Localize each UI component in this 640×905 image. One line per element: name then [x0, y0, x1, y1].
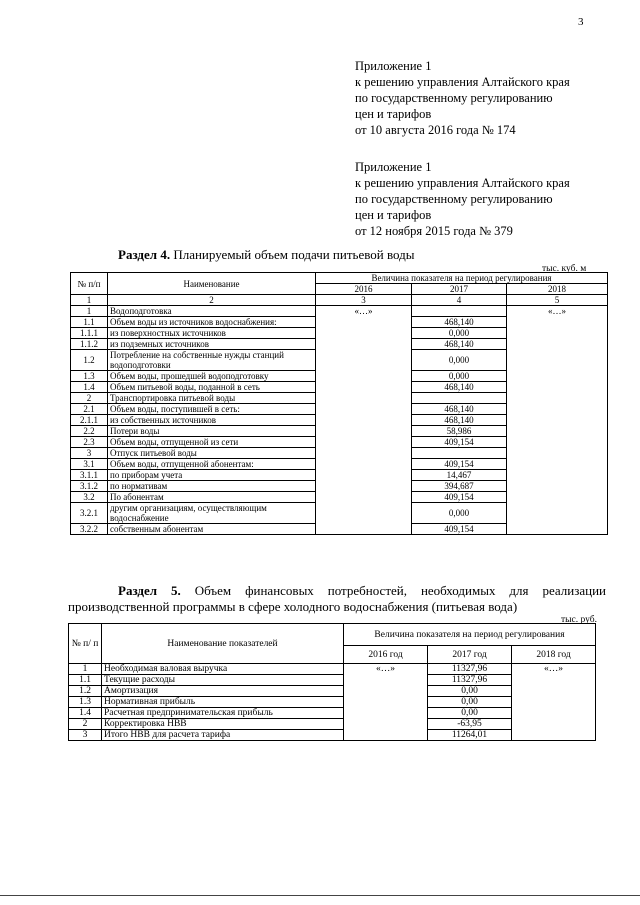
header-year-2016: 2016 год — [344, 646, 428, 664]
row-num-cell: 3.1 — [71, 459, 108, 470]
row-name-cell: Объем воды из источников водоснабжения: — [108, 317, 316, 328]
row-name-cell: Отпуск питьевой воды — [108, 448, 316, 459]
page-number: 3 — [578, 16, 584, 28]
section4-unit: тыс. куб. м — [542, 264, 587, 274]
value-2017-cell: 0,00 — [428, 686, 512, 697]
section4-table — [70, 272, 608, 535]
value-2017-cell: 468,140 — [412, 339, 507, 350]
value-2018-cell: «…» — [507, 306, 608, 535]
row-name-cell: из подземных источников — [108, 339, 316, 350]
value-2017-cell: 468,140 — [412, 415, 507, 426]
header-num: № п/п — [71, 273, 108, 295]
row-num-cell: 3.1.2 — [71, 481, 108, 492]
row-name-cell: Текущие расходы — [102, 675, 344, 686]
row-num-cell: 1.4 — [71, 382, 108, 393]
col-number: 2 — [108, 295, 316, 306]
row-name-cell: Потери воды — [108, 426, 316, 437]
value-2017-cell: 394,687 — [412, 481, 507, 492]
section4-title — [118, 247, 415, 263]
value-2017-cell: 0,00 — [428, 697, 512, 708]
row-name-cell: Объем воды, поступившей в сеть: — [108, 404, 316, 415]
value-2017-cell: 0,00 — [428, 708, 512, 719]
value-2017-cell: 409,154 — [412, 437, 507, 448]
row-num-cell: 3.1.1 — [71, 470, 108, 481]
value-2017-cell — [412, 306, 507, 317]
row-name-cell: другим организациям, осуществляющим водоснабжение — [108, 503, 316, 524]
value-2016-cell: «…» — [344, 664, 428, 741]
row-name-cell: Объем питьевой воды, поданной в сеть — [108, 382, 316, 393]
row-name-cell: Амортизация — [102, 686, 344, 697]
row-num-cell: 3.2 — [71, 492, 108, 503]
row-num-cell: 1.1.2 — [71, 339, 108, 350]
appendix-line: от 12 ноября 2015 года № 379 — [355, 224, 513, 238]
col-number: 4 — [412, 295, 507, 306]
value-2017-cell: 11264,01 — [428, 730, 512, 741]
header-name: Наименование — [108, 273, 316, 295]
row-name-cell: Водоподготовка — [108, 306, 316, 317]
appendix-line: Приложение 1 — [355, 160, 432, 174]
row-name-cell: Потребление на собственные нужды станций водоподготовки — [108, 350, 316, 371]
appendix-line: цен и тарифов — [355, 107, 432, 121]
row-name-cell: собственным абонентам — [108, 524, 316, 535]
section5-title-text: Объем финансовых потребностей, необходимых для реализации производственной программы в сфере холодного водоснабжения (питьевая вода) — [68, 583, 606, 614]
header-num: № п/ п — [69, 624, 102, 664]
appendix-line: по государственному регулированию — [355, 91, 553, 105]
table-row — [71, 306, 608, 317]
header-period: Величина показателя на период регулирования — [344, 624, 596, 646]
col-number: 1 — [71, 295, 108, 306]
row-num-cell: 1.3 — [71, 371, 108, 382]
row-num-cell: 1.1.1 — [71, 328, 108, 339]
appendix-line: к решению управления Алтайского края — [355, 176, 570, 190]
value-2017-cell: 468,140 — [412, 382, 507, 393]
value-2017-cell: 409,154 — [412, 492, 507, 503]
row-name-cell: Объем воды, прошедшей водоподготовку — [108, 371, 316, 382]
row-num-cell: 1.1 — [69, 675, 102, 686]
row-num-cell: 1 — [71, 306, 108, 317]
row-num-cell: 2 — [71, 393, 108, 404]
row-name-cell: Расчетная предпринимательская прибыль — [102, 708, 344, 719]
row-num-cell: 2.1 — [71, 404, 108, 415]
row-num-cell: 1.3 — [69, 697, 102, 708]
row-num-cell: 1.1 — [71, 317, 108, 328]
value-2017-cell — [412, 448, 507, 459]
appendix-block-current — [355, 58, 570, 138]
value-2017-cell: 11327,96 — [428, 675, 512, 686]
value-2017-cell: 58,986 — [412, 426, 507, 437]
header-period: Величина показателя на период регулирования — [316, 273, 608, 284]
value-2017-cell: 409,154 — [412, 459, 507, 470]
value-2017-cell: 409,154 — [412, 524, 507, 535]
value-2017-cell: 0,000 — [412, 350, 507, 371]
appendix-line: цен и тарифов — [355, 208, 432, 222]
row-num-cell: 1.2 — [71, 350, 108, 371]
row-num-cell: 2.2 — [71, 426, 108, 437]
value-2018-cell: «…» — [512, 664, 596, 741]
page-bottom-rule — [0, 895, 640, 896]
col-number: 3 — [316, 295, 412, 306]
col-number: 5 — [507, 295, 608, 306]
section5-table — [68, 623, 596, 741]
value-2017-cell: -63,95 — [428, 719, 512, 730]
header-year-2016: 2016 — [316, 284, 412, 295]
row-num-cell: 3 — [71, 448, 108, 459]
row-name-cell: Итого НВВ для расчета тарифа — [102, 730, 344, 741]
section5-title — [68, 583, 606, 615]
row-num-cell: 1.2 — [69, 686, 102, 697]
appendix-line: к решению управления Алтайского края — [355, 75, 570, 89]
value-2016-cell: «…» — [316, 306, 412, 535]
row-name-cell: Нормативная прибыль — [102, 697, 344, 708]
row-name-cell: по нормативам — [108, 481, 316, 492]
header-year-2018: 2018 год — [512, 646, 596, 664]
value-2017-cell: 0,000 — [412, 328, 507, 339]
row-num-cell: 1 — [69, 664, 102, 675]
section5-title-label: Раздел 5. — [118, 583, 181, 598]
value-2017-cell: 0,000 — [412, 371, 507, 382]
value-2017-cell: 468,140 — [412, 317, 507, 328]
value-2017-cell: 14,467 — [412, 470, 507, 481]
header-year-2018: 2018 — [507, 284, 608, 295]
header-name: Наименование показателей — [102, 624, 344, 664]
row-num-cell: 1.4 — [69, 708, 102, 719]
row-num-cell: 2 — [69, 719, 102, 730]
appendix-block-original — [355, 159, 570, 239]
row-name-cell: из поверхностных источников — [108, 328, 316, 339]
row-name-cell: Корректировка НВВ — [102, 719, 344, 730]
header-year-2017: 2017 — [412, 284, 507, 295]
row-num-cell: 3.2.1 — [71, 503, 108, 524]
row-num-cell: 2.3 — [71, 437, 108, 448]
row-name-cell: Транспортировка питьевой воды — [108, 393, 316, 404]
value-2017-cell: 468,140 — [412, 404, 507, 415]
section4-title-label: Раздел 4. — [118, 247, 171, 262]
row-name-cell: По абонентам — [108, 492, 316, 503]
row-num-cell: 2.1.1 — [71, 415, 108, 426]
row-name-cell: Необходимая валовая выручка — [102, 664, 344, 675]
appendix-line: от 10 августа 2016 года № 174 — [355, 123, 516, 137]
section5-unit: тыс. руб. — [561, 615, 597, 625]
value-2017-cell: 11327,96 — [428, 664, 512, 675]
row-name-cell: по приборам учета — [108, 470, 316, 481]
row-num-cell: 3 — [69, 730, 102, 741]
table-row — [69, 664, 596, 675]
appendix-line: по государственному регулированию — [355, 192, 553, 206]
header-year-2017: 2017 год — [428, 646, 512, 664]
row-num-cell: 3.2.2 — [71, 524, 108, 535]
section4-title-text: Планируемый объем подачи питьевой воды — [170, 247, 415, 262]
value-2017-cell — [412, 393, 507, 404]
row-name-cell: из собственных источников — [108, 415, 316, 426]
value-2017-cell: 0,000 — [412, 503, 507, 524]
appendix-line: Приложение 1 — [355, 59, 432, 73]
row-name-cell: Объем воды, отпущенной абонентам: — [108, 459, 316, 470]
row-name-cell: Объем воды, отпущенной из сети — [108, 437, 316, 448]
